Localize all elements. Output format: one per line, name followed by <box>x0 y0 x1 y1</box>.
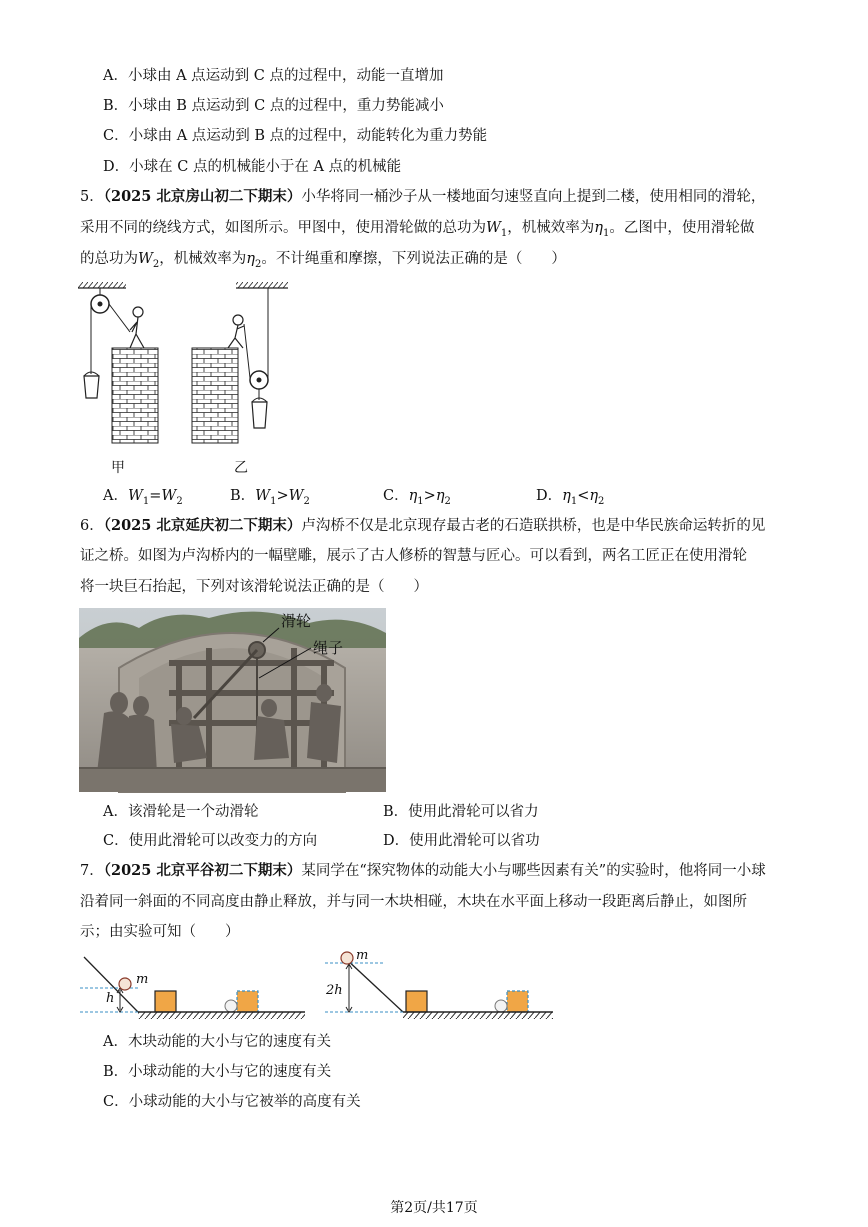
q5-line-2: 采用不同的绕线方式，如图所示。甲图中，使用滑轮做的总功为$W_1$，机械效率为$\eta_1$。乙图中，使用滑轮做 <box>80 220 755 239</box>
relief-carving-image <box>79 608 386 792</box>
fig-label-yi: 乙 <box>234 460 248 476</box>
q6-option-a: A．该滑轮是一个动滑轮 <box>103 804 259 820</box>
q4-option-b: B．小球由 B 点运动到 C 点的过程中，重力势能减小 <box>103 98 444 114</box>
q6-line-1: 6．（2025 北京延庆初二下期末）卢沟桥不仅是北京现存最古老的石造联拱桥，也是中华民族命运转折的见 <box>80 517 766 534</box>
ceiling-jia <box>78 282 126 288</box>
q7-option-b: B．小球动能的大小与它的速度有关 <box>103 1064 332 1080</box>
q7-line-2: 沿着同一斜面的不同高度由静止释放，并与同一木块相碰，木块在水平面上移动一段距离后静止，如图所 <box>80 894 747 910</box>
q7-option-c: C．小球动能的大小与它被举的高度有关 <box>103 1094 361 1110</box>
q6-option-d: D．使用此滑轮可以省功 <box>383 833 540 849</box>
wood-block <box>155 991 176 1012</box>
q6-option-c: C．使用此滑轮可以改变力的方向 <box>103 833 318 849</box>
worker-yi <box>228 315 244 348</box>
q6-line-3: 将一块巨石抬起，下列对该滑轮说法正确的是（ ） <box>80 579 428 595</box>
q7-line-3: 示；由实验可知（ ） <box>80 924 240 940</box>
q5-line-1: 5．（2025 北京房山初二下期末）小华将同一桶沙子从一楼地面匀速竖直向上提到二楼，使用相同的滑轮， <box>80 188 766 205</box>
q7-experiment-left <box>80 955 310 1025</box>
brick-wall-yi <box>192 348 238 443</box>
q6-source: （2025 北京延庆初二下期末） <box>103 517 302 534</box>
label-h: h <box>106 991 115 1006</box>
ceiling-yi <box>236 282 288 288</box>
q4-option-a: A．小球由 A 点运动到 C 点的过程中，动能一直增加 <box>103 68 444 84</box>
label-m-right: m <box>356 948 369 963</box>
wood-block-moved <box>237 991 258 1012</box>
q5-pulley-figure <box>78 282 298 457</box>
q6-line-2: 证之桥。如图为卢沟桥内的一幅壁雕，展示了古人修桥的智慧与匠心。可以看到，两名工匠正在使用滑轮 <box>80 548 747 564</box>
worker-jia <box>130 307 144 348</box>
q5-option-a: A．$W_1=W_2$ <box>103 488 183 507</box>
q7-source: （2025 北京平谷初二下期末） <box>103 862 302 879</box>
q5-source: （2025 北京房山初二下期末） <box>103 188 302 205</box>
q4-option-c: C．小球由 A 点运动到 B 点的过程中，动能转化为重力势能 <box>103 128 488 144</box>
q7-option-a: A．木块动能的大小与它的速度有关 <box>103 1034 331 1050</box>
q7-line-1: 7．（2025 北京平谷初二下期末）某同学在“探究物体的动能大小与哪些因素有关”的实验时，他将同一小球 <box>80 862 766 879</box>
q4-option-d: D．小球在 C 点的机械能小于在 A 点的机械能 <box>103 159 402 175</box>
q7-experiment-right <box>325 955 555 1025</box>
bucket-jia <box>84 376 99 398</box>
fig-label-jia: 甲 <box>111 460 125 476</box>
page-footer: 第2页/共17页 <box>390 1200 478 1216</box>
label-2h: 2h <box>326 983 343 998</box>
bucket-yi <box>252 402 267 428</box>
q5-option-d: D．$\eta_1<\eta_2$ <box>536 488 605 507</box>
q5-option-b: B．$W_1>W_2$ <box>230 488 310 507</box>
q5-line-3: 的总功为$W_2$，机械效率为$\eta_2$。不计绳重和摩擦，下列说法正确的是（ ） <box>80 251 566 270</box>
q6-option-b: B．使用此滑轮可以省力 <box>383 804 539 820</box>
label-rope: 绳子 <box>313 639 344 657</box>
wood-block-moved <box>507 991 528 1012</box>
label-m-left: m <box>136 972 149 987</box>
wood-block <box>406 991 427 1012</box>
ball <box>341 952 353 964</box>
ball <box>119 978 131 990</box>
label-pulley: 滑轮 <box>281 612 312 630</box>
brick-wall-jia <box>112 348 158 443</box>
q5-option-c: C．$\eta_1>\eta_2$ <box>383 488 451 507</box>
